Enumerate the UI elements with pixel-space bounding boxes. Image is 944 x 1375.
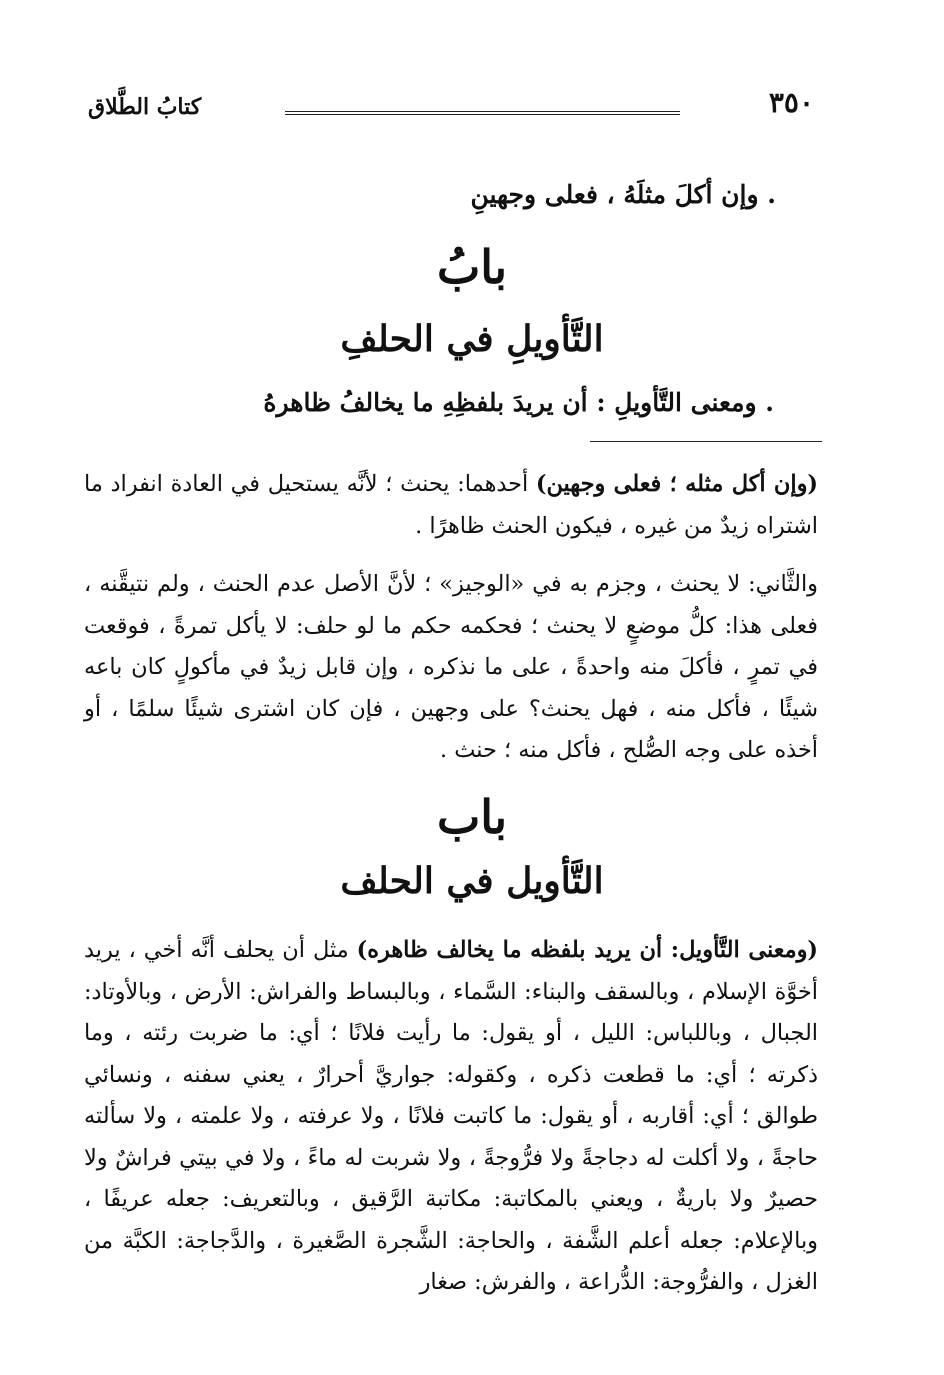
page-number: ٣٥٠ bbox=[768, 86, 814, 119]
matn-line: وإن أكلَ مثلَهُ ، فعلى وجهينِ . bbox=[470, 180, 776, 209]
quoted-matn: (وإن أكل مثله ؛ فعلى وجهين) bbox=[535, 471, 818, 497]
commentary-text: والثَّاني: لا يحنث ، وجزم به في «الوجيز» ؛ لأنَّ الأصل عدم الحنث ، ولم نتيقَّنه ، فعلى هذا: كلُّ موضعٍ لا يحنث ؛ فحكمه حكم ما لو حلف: لا يأكل تمرةً ، فوقعت في تمرٍ ، فأكلَ منه واحدةً ، على ما نذكره ، وإن قابل زيدٌ في مأكولٍ كان باعه شيئًا ، فأكل منه ، فهل يحنث؟ على وجهين ، فإن كان اشترى شيئًا سلمًا ، أو أخذه على وجه الصُّلح ، فأكل منه ؛ حنث . bbox=[84, 571, 818, 763]
header-rule bbox=[285, 111, 680, 115]
commentary-paragraph-2 bbox=[84, 564, 818, 772]
running-header bbox=[80, 80, 820, 130]
commentary-text: مثل أن يحلف أنَّه أخي ، يريد أخوَّة الإسلام ، وبالسقف والبناء: السَّماء ، وبالبساط والفراش: الأرض ، وبالأوتاد: الجبال ، وباللباس: الليل ، أو يقول: ما رأيت فلانًا ؛ أي: ما ضربت رئته ، وما ذكرته ؛ أي: ما قطعت ذكره ، وكقوله: جواريَّ أحرارٌ ، يعني سفنه ، ونسائي طوالق ؛ أي: أقاربه ، أو يقول: ما كاتبت فلانًا ، ولا عرفته ، ولا علمته ، ولا سألته حاجةً ، ولا أكلت له دجاجةً ولا فرُّوجةً ، ولا شربت له ماءً ، ولا في بيتي فراشٌ ولا حصيرٌ ولا باريةٌ ، ويعني بالمكاتبة: مكاتبة الرَّقيق ، وبالتعريف: جعله عريفًا ، وبالإعلام: جعله أعلم الشَّفة ، والحاجة: الشَّجرة الصَّغيرة ، والدَّجاجة: الكبَّة من الغزل ، والفرُّوجة: الدُّراعة ، والفرش: صغار bbox=[84, 937, 818, 1295]
bab-subheading-2: التَّأويل في الحلف bbox=[340, 860, 604, 902]
bab-heading-2: باب bbox=[436, 790, 508, 844]
quoted-matn: (ومعنى التَّأويل: أن يريد بلفظه ما يخالف ظاهره) bbox=[356, 937, 818, 963]
book-title: كتابُ الطَّلاق bbox=[88, 94, 202, 120]
bab-heading: بابُ bbox=[436, 240, 508, 294]
commentary-text: أحدهما: يحنث ؛ لأنَّه يستحيل في العادة انفراد ما اشتراه زيدٌ من غيره ، فيكون الحنث ظاهرًا . bbox=[84, 471, 818, 539]
footnote-separator bbox=[590, 441, 822, 442]
commentary-paragraph-1 bbox=[84, 464, 818, 547]
bab-subheading: التَّأويلِ في الحلفِ bbox=[340, 318, 604, 360]
matn-definition: ومعنى التَّأويلِ : أن يريدَ بلفظِهِ ما يخالفُ ظاهرهُ . bbox=[263, 388, 774, 417]
commentary-paragraph-3 bbox=[84, 930, 818, 1304]
